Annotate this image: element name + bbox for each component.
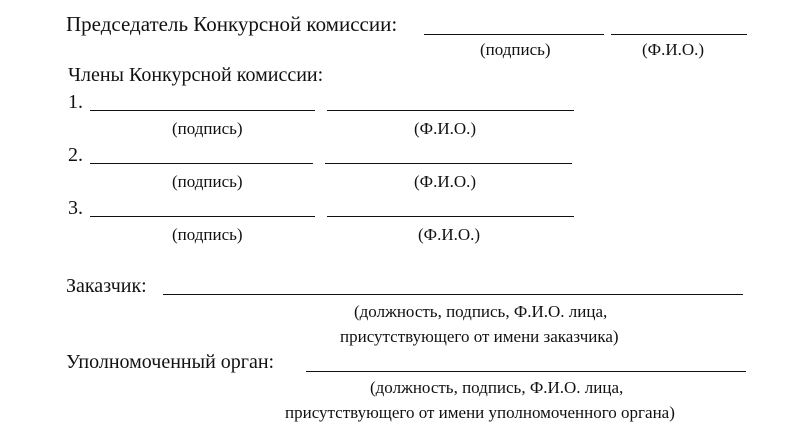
- member-number: 2.: [68, 144, 83, 166]
- chair-label: Председатель Конкурсной комиссии:: [66, 12, 398, 36]
- customer-label: Заказчик:: [66, 275, 147, 297]
- customer-line: [163, 294, 743, 295]
- members-heading: Члены Конкурсной комиссии:: [68, 64, 324, 86]
- customer-caption-line2: присутствующего от имени заказчика): [340, 327, 619, 346]
- member-name-line: [327, 216, 574, 217]
- authority-line: [306, 371, 746, 372]
- chair-name-line: [611, 34, 747, 35]
- member-signature-caption: (подпись): [172, 172, 243, 191]
- member-signature-line: [90, 110, 315, 111]
- authority-caption-line2: присутствующего от имени уполномоченного органа): [285, 403, 675, 422]
- member-signature-line: [90, 163, 313, 164]
- chair-signature-caption: (подпись): [480, 40, 551, 59]
- member-name-line: [325, 163, 572, 164]
- customer-caption-line1: (должность, подпись, Ф.И.О. лица,: [354, 302, 608, 321]
- authority-label: Уполномоченный орган:: [66, 351, 275, 373]
- member-signature-caption: (подпись): [172, 119, 243, 138]
- chair-name-caption: (Ф.И.О.): [642, 40, 705, 59]
- authority-caption-line1: (должность, подпись, Ф.И.О. лица,: [370, 378, 624, 397]
- member-name-caption: (Ф.И.О.): [414, 119, 477, 138]
- chair-signature-line: [424, 34, 604, 35]
- member-signature-line: [90, 216, 315, 217]
- member-name-caption: (Ф.И.О.): [418, 225, 481, 244]
- member-number: 1.: [68, 91, 83, 113]
- member-name-line: [327, 110, 574, 111]
- member-name-caption: (Ф.И.О.): [414, 172, 477, 191]
- member-signature-caption: (подпись): [172, 225, 243, 244]
- member-number: 3.: [68, 197, 83, 219]
